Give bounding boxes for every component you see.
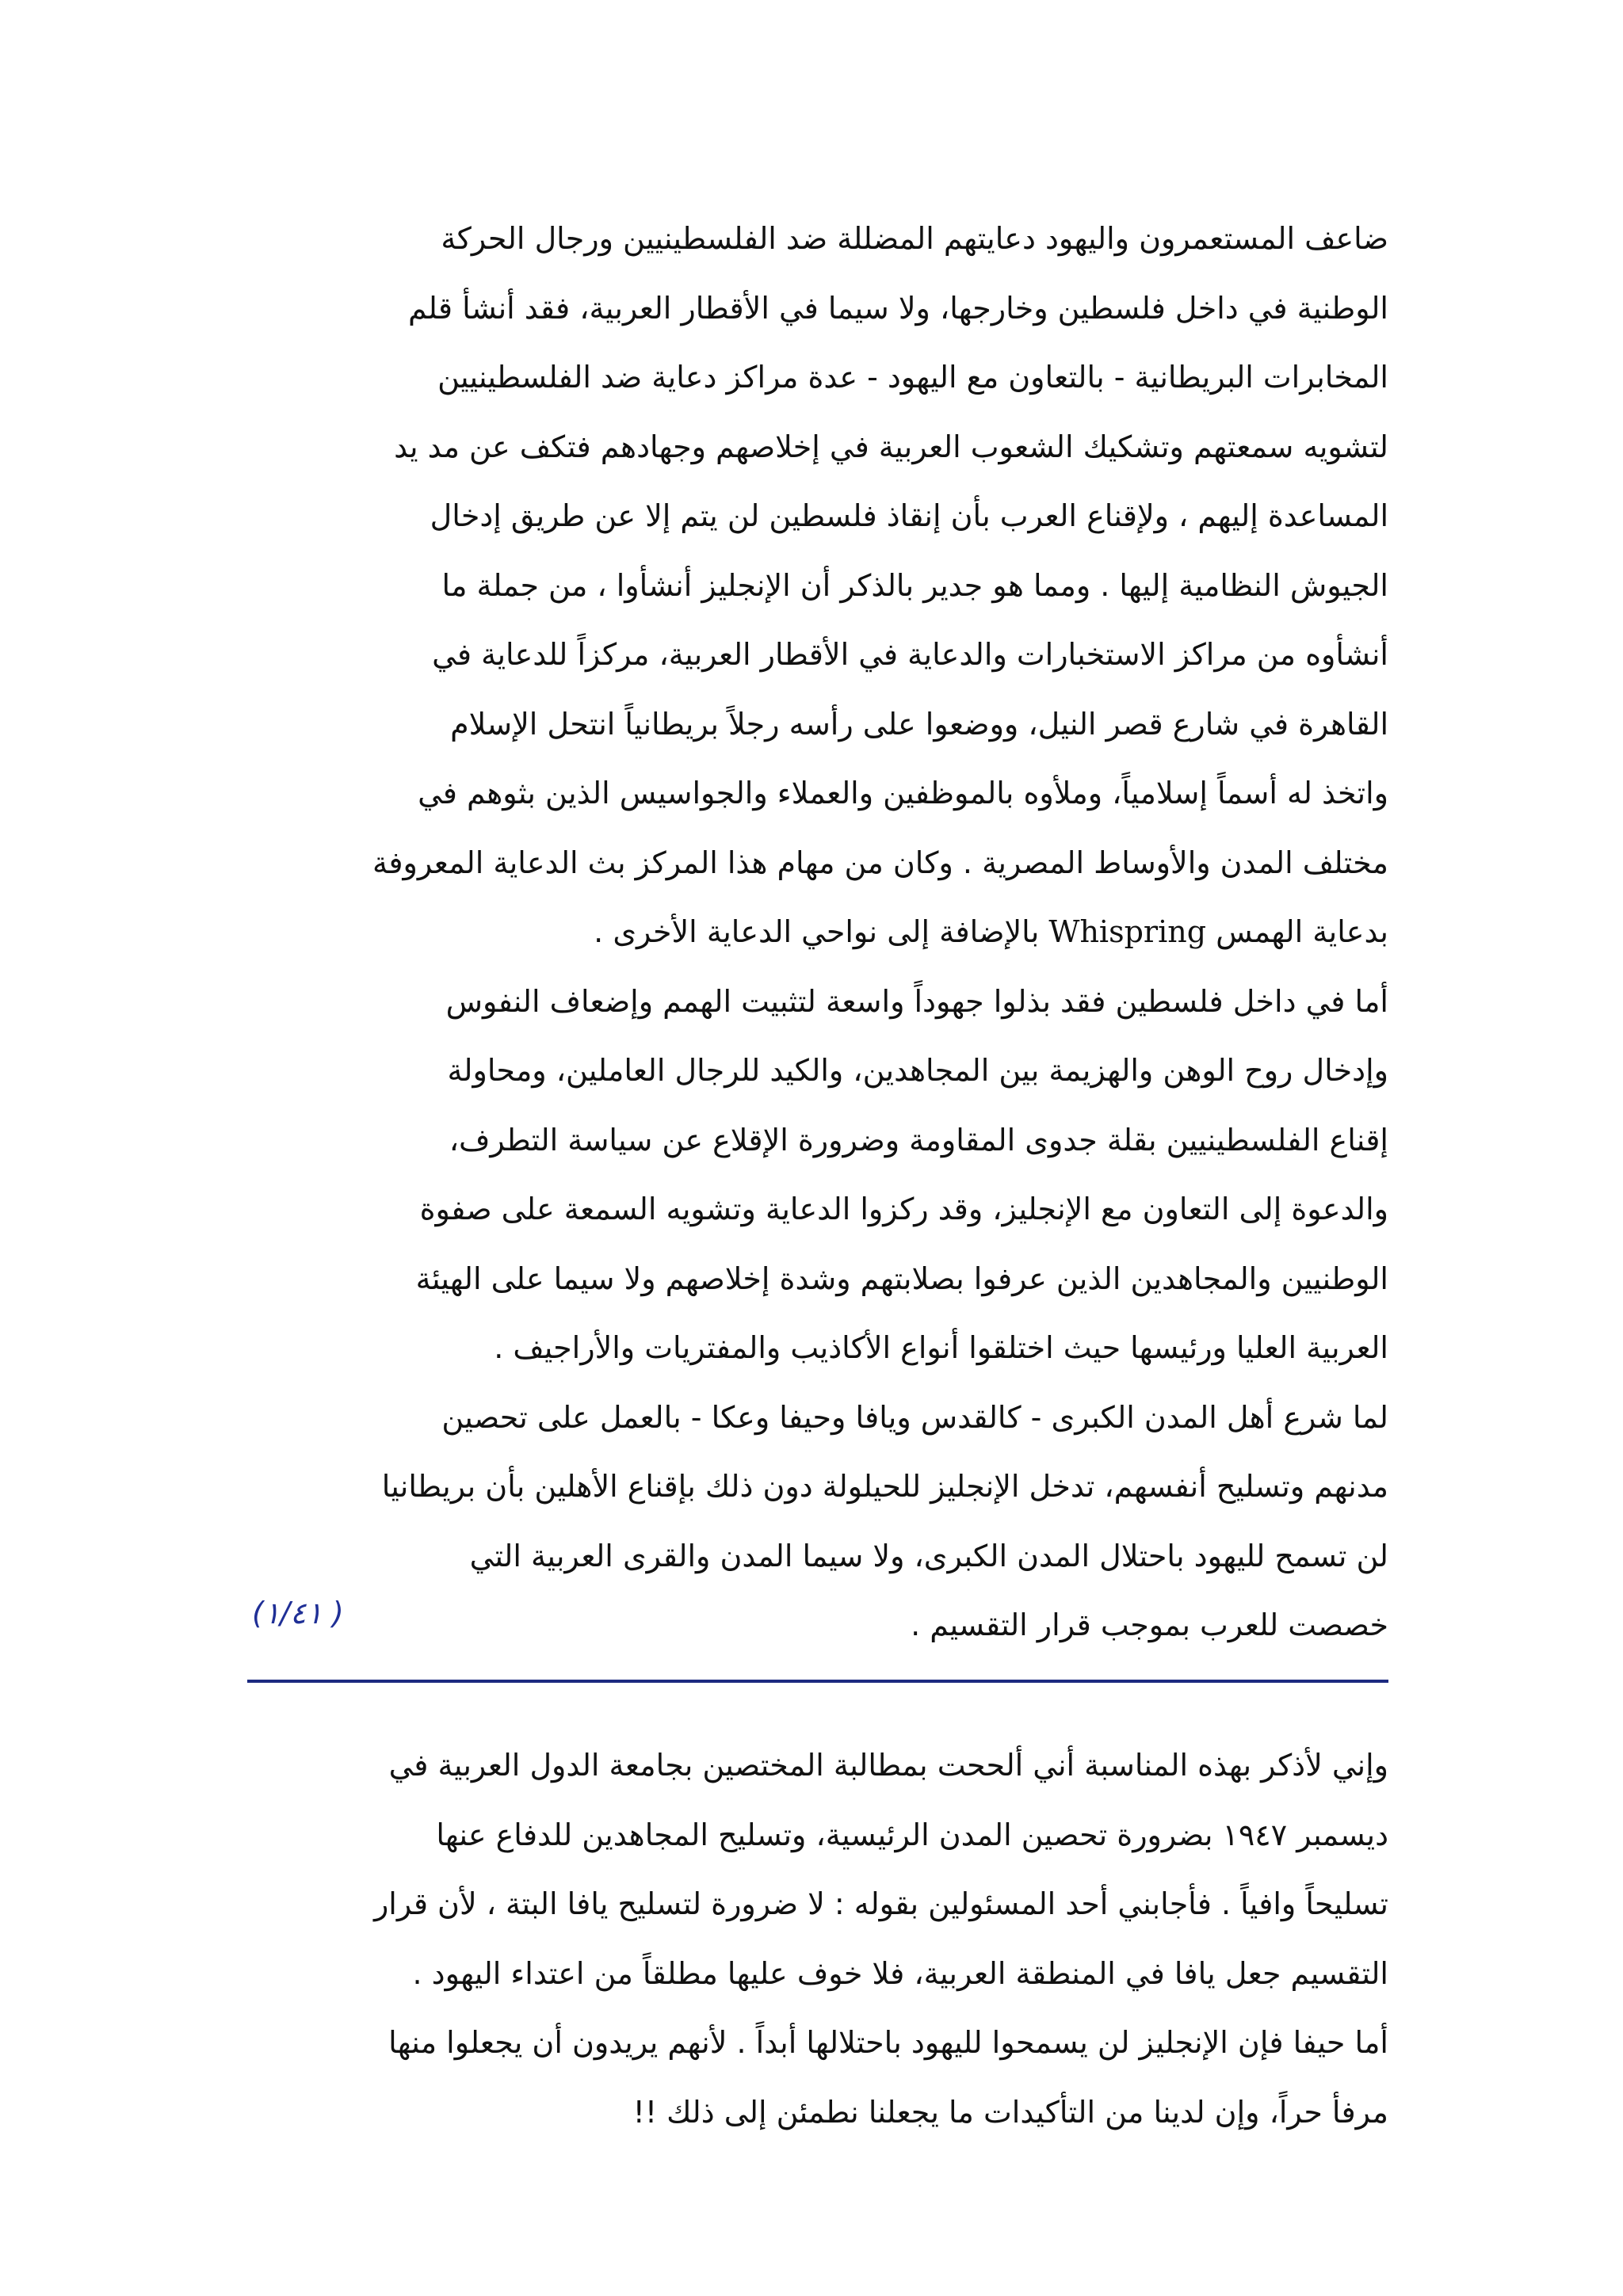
text-line: المساعدة إليهم ، ولإقناع العرب بأن إنقاذ فلسطين لن يتم إلا عن طريق إدخال: [430, 498, 1388, 533]
latin-term: Whispring: [1048, 914, 1207, 949]
text-line: أنشأوه من مراكز الاستخبارات والدعاية في الأقطار العربية، مركزاً للدعاية في: [432, 637, 1388, 672]
text-line: الجيوش النظامية إليها . ومما هو جدير بالذكر أن الإنجليز أنشأوا ، من جملة ما: [441, 567, 1388, 603]
text-line: خصصت للعرب بموجب قرار التقسيم .: [911, 1608, 1388, 1642]
text-line: واتخذ له أسماً إسلامياً، وملأوه بالموظفين والعملاء والجواسيس الذين بثوهم في: [418, 776, 1388, 810]
page-number: ( ١/٤١): [252, 1596, 344, 1630]
text-line: إقناع الفلسطينيين بقلة جدوى المقاومة وضرورة الإقلاع عن سياسة التطرف،: [449, 1122, 1388, 1158]
text-line: وإدخال روح الوهن والهزيمة بين المجاهدين، والكيد للرجال العاملين، ومحاولة: [447, 1053, 1388, 1088]
text-line: المخابرات البريطانية - بالتعاون مع اليهود - عدة مراكز دعاية ضد الفلسطينيين: [437, 360, 1388, 395]
text-line: ديسمبر ١٩٤٧ بضرورة تحصين المدن الرئيسية، وتسليح المجاهدين للدفاع عنها: [436, 1817, 1388, 1852]
text-line: تسليحاً وافياً . فأجابني أحد المسئولين بقوله : لا ضرورة لتسليح يافا البتة ، لأن قرار: [373, 1886, 1388, 1921]
text-line: أما حيفا فإن الإنجليز لن يسمحوا لليهود باحتلالها أبداً . لأنهم يريدون أن يجعلوا منها: [388, 2025, 1388, 2060]
section-divider: [247, 1680, 1388, 1683]
text-line: لما شرع أهل المدن الكبرى - كالقدس ويافا وحيفا وعكا - بالعمل على تحصين: [441, 1399, 1388, 1435]
text-line: التقسيم جعل يافا في المنطقة العربية، فلا خوف عليها مطلقاً من اعتداء اليهود .: [412, 1955, 1388, 1991]
text-line: أما في داخل فلسطين فقد بذلوا جهوداً واسعة لتثبيت الهمم وإضعاف النفوس: [445, 983, 1388, 1019]
text-line: العربية العليا ورئيسها حيث اختلقوا أنواع الأكاذيب والمفتريات والأراجيف .: [494, 1330, 1388, 1365]
text-line: مدنهم وتسليح أنفسهم، تدخل الإنجليز للحيلولة دون ذلك بإقناع الأهلين بأن بريطانيا: [381, 1469, 1388, 1504]
text-line: الوطنيين والمجاهدين الذين عرفوا بصلابتهم وشدة إخلاصهم ولا سيما على الهيئة: [415, 1261, 1388, 1296]
text-line: وإني لأذكر بهذه المناسبة أني ألححت بمطالبة المختصين بجامعة الدول العربية في: [388, 1748, 1388, 1783]
text-line: ضاعف المستعمرون واليهود دعايتهم المضللة ضد الفلسطينيين ورجال الحركة: [441, 221, 1388, 256]
text-fragment: بدعاية الهمس: [1216, 914, 1388, 949]
text-line: القاهرة في شارع قصر النيل، ووضعوا على رأسه رجلاً بريطانياً انتحل الإسلام: [450, 706, 1388, 742]
text-line: والدعوة إلى التعاون مع الإنجليز، وقد ركزوا الدعاية وتشويه السمعة على صفوة: [419, 1192, 1388, 1226]
text-line: الوطنية في داخل فلسطين وخارجها، ولا سيما في الأقطار العربية، فقد أنشأ قلم: [408, 290, 1388, 326]
text-line: مرفأ حراً، وإن لدينا من التأكيدات ما يجعلنا نطمئن إلى ذلك !!: [632, 2094, 1388, 2130]
text-block-footnote: [247, 1731, 1388, 2147]
text-block-main: [247, 204, 1388, 1661]
text-line: لتشويه سمعتهم وتشكيك الشعوب العربية في إخلاصهم وجهادهم فتكف عن مد يد: [394, 429, 1388, 464]
text-fragment: بالإضافة إلى نواحي الدعاية الأخرى .: [594, 914, 1040, 949]
text-line: لن تسمح لليهود باحتلال المدن الكبرى، ولا سيما المدن والقرى العربية التي: [469, 1538, 1388, 1573]
text-line: مختلف المدن والأوساط المصرية . وكان من مهام هذا المركز بث الدعاية المعروفة: [372, 845, 1388, 880]
text-line-whispring: [247, 898, 1388, 967]
